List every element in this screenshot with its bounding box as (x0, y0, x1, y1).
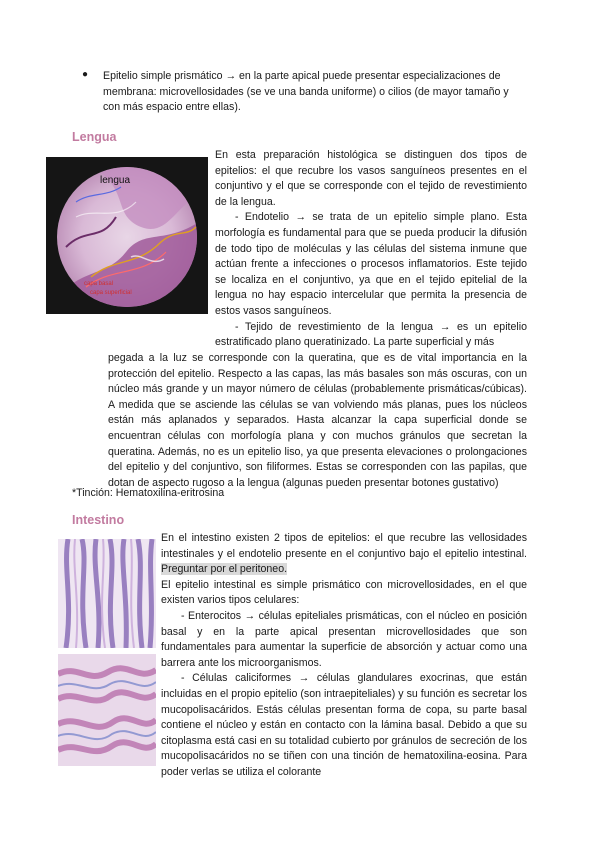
lengua-revestimiento-start: - Tejido de revestimiento de la lengua → es un epitelio estratificado plano queratinizado. La parte superficial y más (215, 320, 527, 349)
tongue-image-title-label: lengua (100, 175, 131, 186)
tongue-micrograph-image (46, 157, 208, 314)
intestine-micrograph-image-1 (58, 539, 156, 648)
intestino-right-column (161, 531, 527, 781)
bullet-text: Epitelio simple prismático → en la parte apical puede presentar especializaciones de membrana: microvellosidades (se ve una banda uniforme) o cilios (de mayor tamaño y con más espacio entre ellas). (103, 70, 509, 114)
intestine-micrograph-svg-2 (58, 654, 156, 766)
bullet-item (82, 69, 528, 116)
intestine-micrograph-image-2 (58, 654, 156, 766)
lengua-tincion-note: *Tinción: Hematoxilina-eritrosina (72, 487, 225, 499)
intestino-highlight-note: Preguntar por el peritoneo. (161, 563, 288, 576)
tongue-image-label-basal: capa basal (84, 281, 114, 287)
bullet-marker: ● (82, 69, 89, 80)
lengua-continuation (108, 351, 527, 491)
intestino-p2: El epitelio intestinal es simple prismático con microvellosidades, en el que existen varios tipos celulares: (161, 578, 527, 607)
tongue-micrograph-svg (46, 157, 208, 314)
intestino-intro-text: En el intestino existen 2 tipos de epitelios: el que recubre las vellosidades intestinales y el endotelio presente en el conjuntivo bajo el epitelio intestinal. (161, 532, 527, 560)
intestino-intro (161, 531, 527, 578)
intestino-caliciformes: - Células caliciformes → células glandulares exocrinas, que están incluidas en el propio epitelio (son intraepiteliales) y su función es secretar los mucopolisacáridos. Estás células presentan forma de copa, su parte basal contiene el núcleo y están en contacto con la lámina basal. Debido a que su citoplasma está casi en su totalidad cubierto por gránulos de secreción de los mucopolisacáridos no se tiñen con una tinción de hematoxilina-eosina. Para poder verlas se utiliza el colorante (161, 672, 527, 778)
lengua-endotelio: - Endotelio → se trata de un epitelio simple plano. Esta morfología es fundamental para que se pueda producir la difusión de todo tipo de moléculas y las células del sistema inmune que actúan frente a infecciones o procesos inflamatorios. Este tejido se localiza en el conjuntivo, ya que en el tejido epitelial de la lengua no hay espacio intercelular que permita la presencia de estos vasos sanguíneos. (215, 211, 527, 317)
intestine-micrograph-svg-1 (58, 539, 156, 648)
lengua-right-column (215, 148, 527, 351)
section-heading-intestino: Intestino (72, 513, 125, 527)
lengua-intro: En esta preparación histológica se distinguen dos tipos de epitelios: el que recubre los vasos sanguíneos presentes en el conjuntivo y el que se corresponde con el tejido de revestimiento de la lengua. (215, 149, 527, 208)
section-heading-lengua: Lengua (72, 130, 117, 144)
lengua-revestimiento-rest: pegada a la luz se corresponde con la queratina, que es de vital importancia en la protección del epitelio. Respecto a las capas, las más basales son más oscuras, con un núcleo más grande y un mayor número de células (probablemente prismáticas/cúbicas). A medida que se asciende las células se van volviendo más planas, pues los núcleos están más aplanados y separados. Hasta alcanzar la capa superficial donde se encuentran células con morfología plana y con muchos gránulos que secretan la queratina. Además, no es un epitelio liso, ya que presenta elevaciones o prolongaciones del epitelio y del conjuntivo, son filiformes. Estas se corresponden con las papilas, que dotan de aspecto rugoso a la lengua (algunas pueden presentar botones gustativo) (108, 352, 527, 489)
intestino-enterocitos: - Enterocitos → células epiteliales prismáticas, con el núcleo en posición basal y en la parte apical presentan microvellosidades que son fundamentales para aumentar la superficie de absorción y actuar como una barrera ante los microorganismos. (161, 609, 527, 669)
tongue-image-label-superficial: capa superficial (90, 290, 132, 296)
